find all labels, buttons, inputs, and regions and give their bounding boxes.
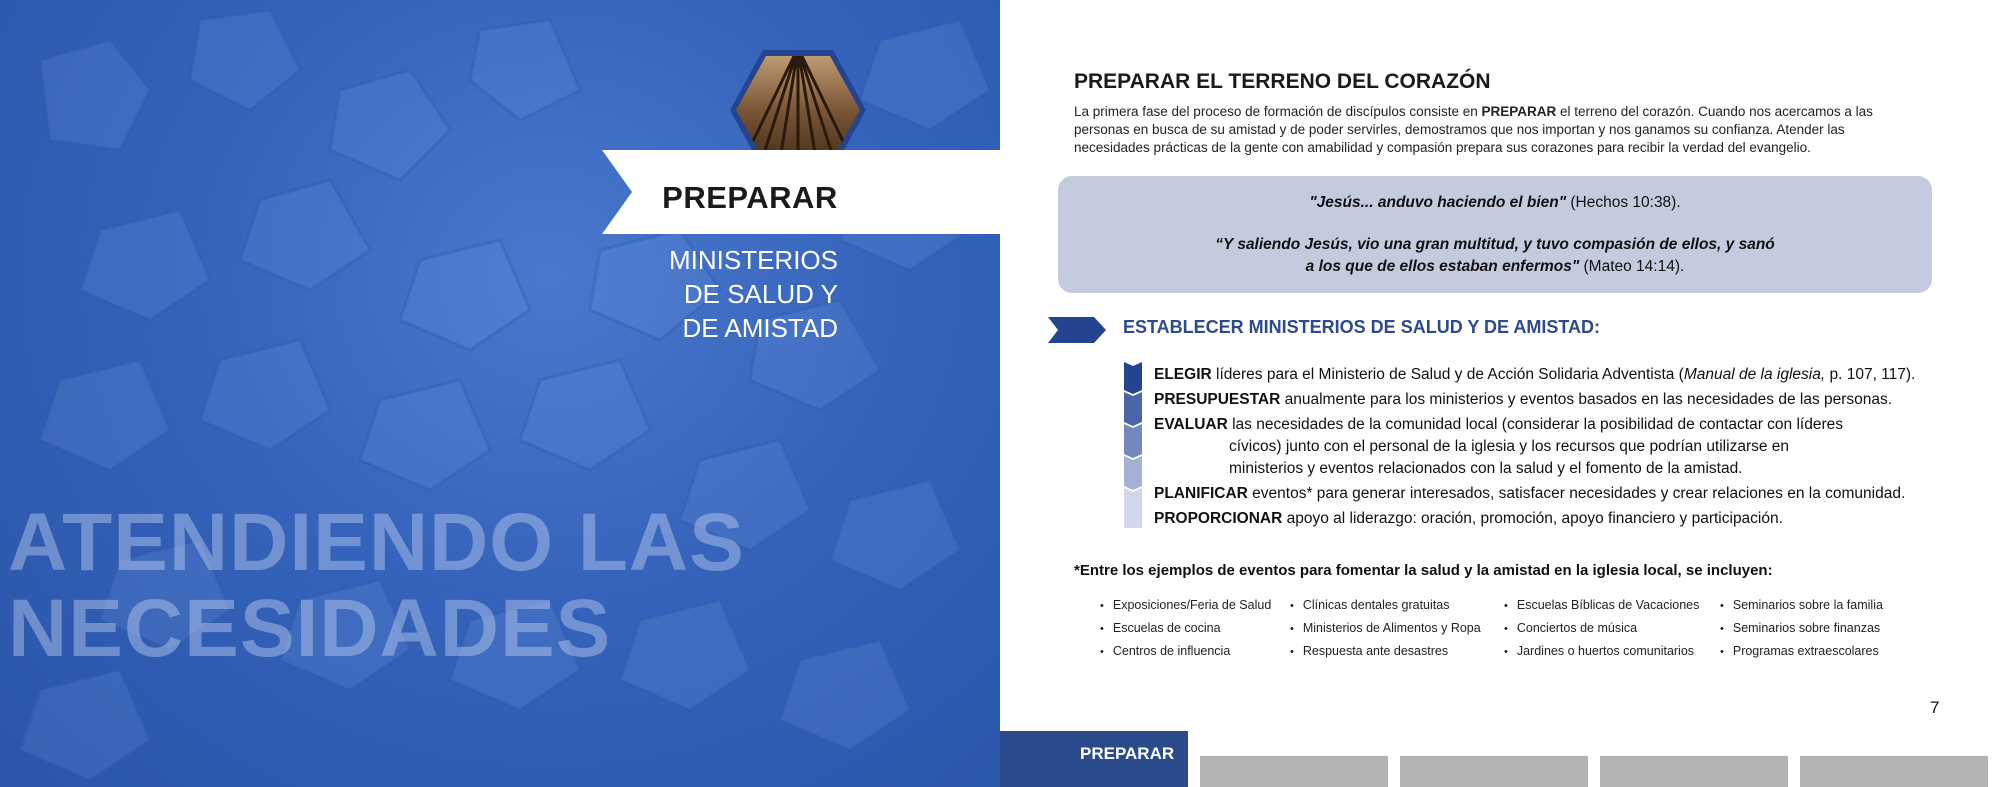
ministries-heading: ESTABLECER MINISTERIOS DE SALUD Y DE AMISTAD: <box>1123 317 1601 337</box>
right-page <box>1000 0 2000 787</box>
step-presupuestar: PRESUPUESTAR anualmente para los ministerios y eventos basados en las necesidades de las personas. <box>1154 391 1893 408</box>
big-title: ATENDIENDO LAS NECESIDADES <box>8 497 745 674</box>
events-column <box>1100 594 1271 663</box>
quote-1: "Jesús... anduvo haciendo el bien" (Hechos 10:38). <box>1309 194 1681 211</box>
tab-section-5[interactable] <box>1800 756 1988 787</box>
list-item: • Conciertos de música <box>1504 617 1699 640</box>
list-item: • Seminarios sobre la familia <box>1720 594 1883 617</box>
quote-2: “Y saliendo Jesús, vio una gran multitud, y tuvo compasión de ellos, y sanó a los que de ellos estaban enfermos" (Mateo 14:14). <box>1215 236 1775 275</box>
events-note: *Entre los ejemplos de eventos para fomentar la salud y la amistad en la iglesia local, se incluyen: <box>1074 562 1773 579</box>
events-column <box>1504 594 1699 663</box>
list-item: • Centros de influencia <box>1100 640 1271 663</box>
step-evaluar: EVALUAR las necesidades de la comunidad local (considerar la posibilidad de contactar con líderes cívicos) junto con el personal de la iglesia y los recursos que podrían utilizarse en ministerios y eventos relacionados con la salud y el fomento de la amistad. <box>1154 416 1843 477</box>
list-item: • Programas extraescolares <box>1720 640 1883 663</box>
tab-section-3[interactable] <box>1400 756 1588 787</box>
steps-list <box>1154 364 1934 533</box>
list-item: • Exposiciones/Feria de Salud <box>1100 594 1271 617</box>
list-item: • Escuelas Bíblicas de Vacaciones <box>1504 594 1699 617</box>
subtitle: MINISTERIOS DE SALUD Y DE AMISTAD <box>668 245 838 343</box>
steps-chevron-icon <box>1124 362 1142 532</box>
events-column <box>1720 594 1883 663</box>
step-proporcionar: PROPORCIONAR apoyo al liderazgo: oración, promoción, apoyo financiero y participación. <box>1154 510 1783 527</box>
quote-box <box>1058 176 1932 293</box>
events-column <box>1290 594 1481 663</box>
list-item: • Clínicas dentales gratuitas <box>1290 594 1481 617</box>
section-arrow-icon <box>1048 317 1106 343</box>
tab-preparar[interactable]: PREPARAR <box>1000 731 1188 787</box>
list-item: • Jardines o huertos comunitarios <box>1504 640 1699 663</box>
intro-paragraph: La primera fase del proceso de formación de discípulos consiste en PREPARAR el terreno del corazón. Cuando nos acercamos a las personas en busca de su amistad y de poder servirles, demostramos que nos importan y nos ganamos su confianza. Atender las necesidades prácticas de la gente con amabilidad y compasión prepara sus corazones para recibir la verdad del evangelio. <box>1074 104 1873 155</box>
banner-title: PREPARAR <box>662 180 838 215</box>
page-number: 7 <box>1930 698 1940 717</box>
tab-section-2[interactable] <box>1200 756 1388 787</box>
list-item: • Ministerios de Alimentos y Ropa <box>1290 617 1481 640</box>
section-title: PREPARAR EL TERRENO DEL CORAZÓN <box>1074 70 1491 93</box>
list-item: • Respuesta ante desastres <box>1290 640 1481 663</box>
list-item: • Escuelas de cocina <box>1100 617 1271 640</box>
step-planificar: PLANIFICAR eventos* para generar interesados, satisfacer necesidades y crear relaciones en la comunidad. <box>1154 485 1906 502</box>
list-item: • Seminarios sobre finanzas <box>1720 617 1883 640</box>
step-elegir: ELEGIR líderes para el Ministerio de Salud y de Acción Solidaria Adventista (Manual de la iglesia, p. 107, 117). <box>1154 366 1916 383</box>
tab-section-4[interactable] <box>1600 756 1788 787</box>
